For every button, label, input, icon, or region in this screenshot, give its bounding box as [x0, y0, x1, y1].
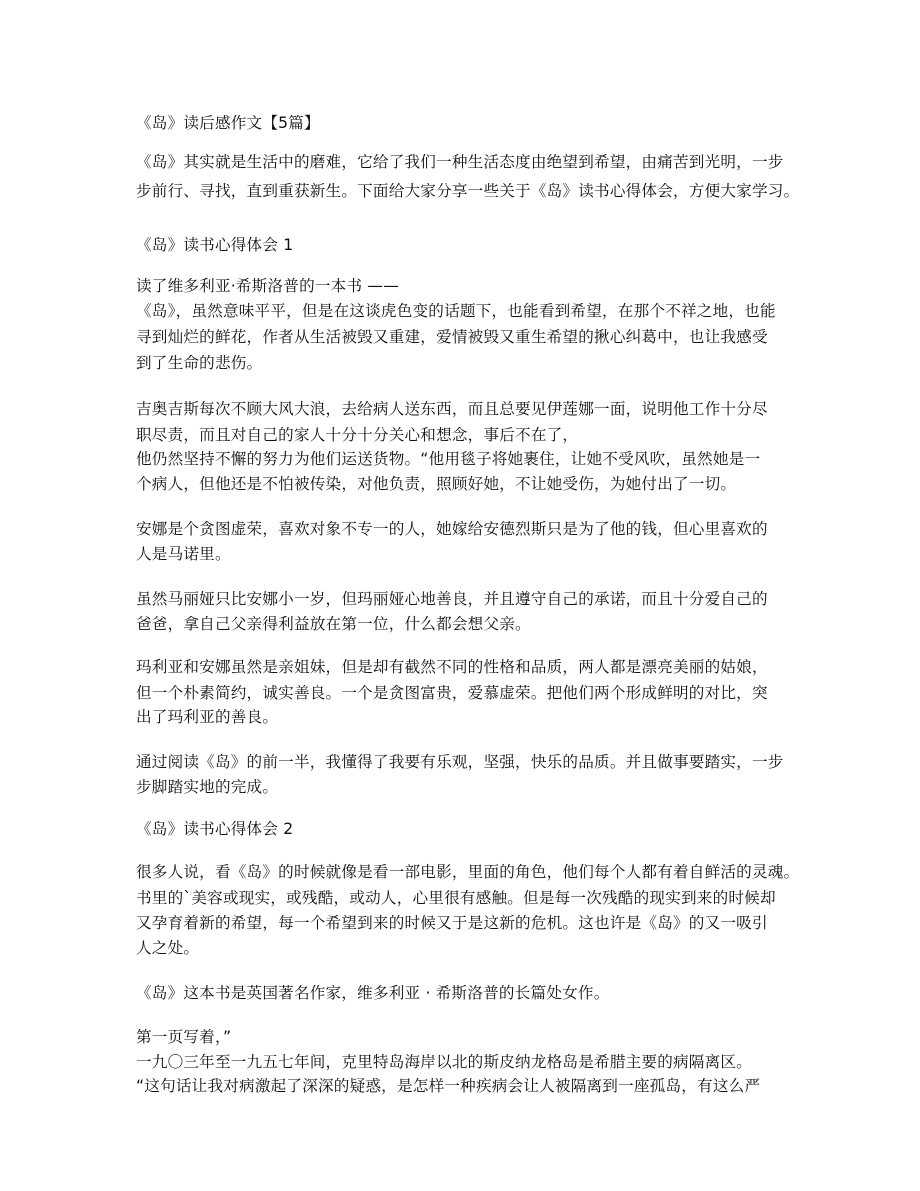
- paragraph-line: 人之处。: [136, 939, 200, 957]
- paragraph-line: 爸爸，拿自己父亲得利益放在第一位，什么都会想父亲。: [136, 615, 531, 633]
- paragraph-line: 《岛》这本书是英国著名作家，维多利亚 · 希斯洛普的长篇处女作。: [136, 984, 610, 1002]
- section-heading: 《岛》读书心得体会 1: [136, 236, 294, 254]
- section-heading: 《岛》读书心得体会 2: [136, 820, 294, 838]
- paragraph-line: 虽然马丽娅只比安娜小一岁，但玛丽娅心地善良，并且遵守自己的承诺，而且十分爱自己的: [136, 590, 768, 608]
- paragraph-line: 他仍然坚持不懈的努力为他们运送货物。“他用毯子将她裹住，让她不受风吹，虽然她是一: [136, 450, 761, 468]
- document-title: 《岛》读后感作文【5篇】: [136, 114, 320, 132]
- paragraph-line: 到了生命的悲伤。: [136, 354, 263, 372]
- paragraph-line: 安娜是个贪图虚荣，喜欢对象不专一的人，她嫁给安德烈斯只是为了他的钱，但心里喜欢的: [136, 520, 768, 538]
- paragraph-line: 读了维多利亚·希斯洛普的一本书 ——: [136, 277, 400, 295]
- paragraph-line: 步脚踏实地的完成。: [136, 778, 279, 796]
- paragraph-line: 但一个朴素简约，诚实善良。一个是贪图富贵，爱慕虚荣。把他们两个形成鲜明的对比，突: [136, 684, 768, 702]
- paragraph-line: 职尽责，而且对自己的家人十分十分关心和想念，事后不在了，: [136, 426, 579, 444]
- paragraph-line: 个病人，但他还是不怕被传染，对他负责，照顾好她，不让她受伤，为她付出了一切。: [136, 475, 737, 493]
- paragraph-line: 吉奥吉斯每次不顾大风大浪，去给病人送东西，而且总要见伊莲娜一面，说明他工作十分尽: [136, 400, 768, 418]
- paragraph-line: 玛利亚和安娜虽然是亲姐妹，但是却有截然不同的性格和品质，两人都是漂亮美丽的姑娘，: [136, 658, 768, 676]
- paragraph-line: 很多人说，看《岛》的时候就像是看一部电影，里面的角色，他们每个人都有着自鲜活的灵魂。: [136, 863, 800, 881]
- paragraph-line: 一九〇三年至一九五七年间，克里特岛海岸以北的斯皮纳龙格岛是希腊主要的病隔离区。: [136, 1053, 752, 1071]
- paragraph-line: 寻到灿烂的鲜花，作者从生活被毁又重建，爱情被毁又重生希望的揪心纠葛中，也让我感受: [136, 328, 768, 346]
- intro-line: 《岛》其实就是生活中的磨难，它给了我们一种生活态度由绝望到希望，由痛苦到光明，一步: [136, 153, 784, 171]
- intro-line: 步前行、寻找，直到重获新生。下面给大家分享一些关于《岛》读书心得体会，方便大家学习。: [136, 182, 800, 200]
- paragraph-line: 人是马诺里。: [136, 545, 231, 563]
- paragraph-line: 又孕育着新的希望，每一个希望到来的时候又于是这新的危机。这也许是《岛》的又一吸引: [136, 914, 768, 932]
- paragraph-line: “这句话让我对病激起了深深的疑惑，是怎样一种疾病会让人被隔离到一座孤岛，有这么严: [136, 1077, 761, 1095]
- paragraph-line: 通过阅读《岛》的前一半，我懂得了我要有乐观，坚强，快乐的品质。并且做事要踏实，一步: [136, 753, 784, 771]
- paragraph-line: 出了玛利亚的善良。: [136, 708, 279, 726]
- paragraph-line: 书里的`美容或现实，或残酷，或动人，心里很有感触。但是每一次残酷的现实到来的时候却: [136, 889, 776, 907]
- paragraph-line: 《岛》，虽然意味平平，但是在这谈虎色变的话题下，也能看到希望，在那个不祥之地，也能: [136, 302, 776, 320]
- paragraph-line: 第一页写着，”: [136, 1028, 232, 1046]
